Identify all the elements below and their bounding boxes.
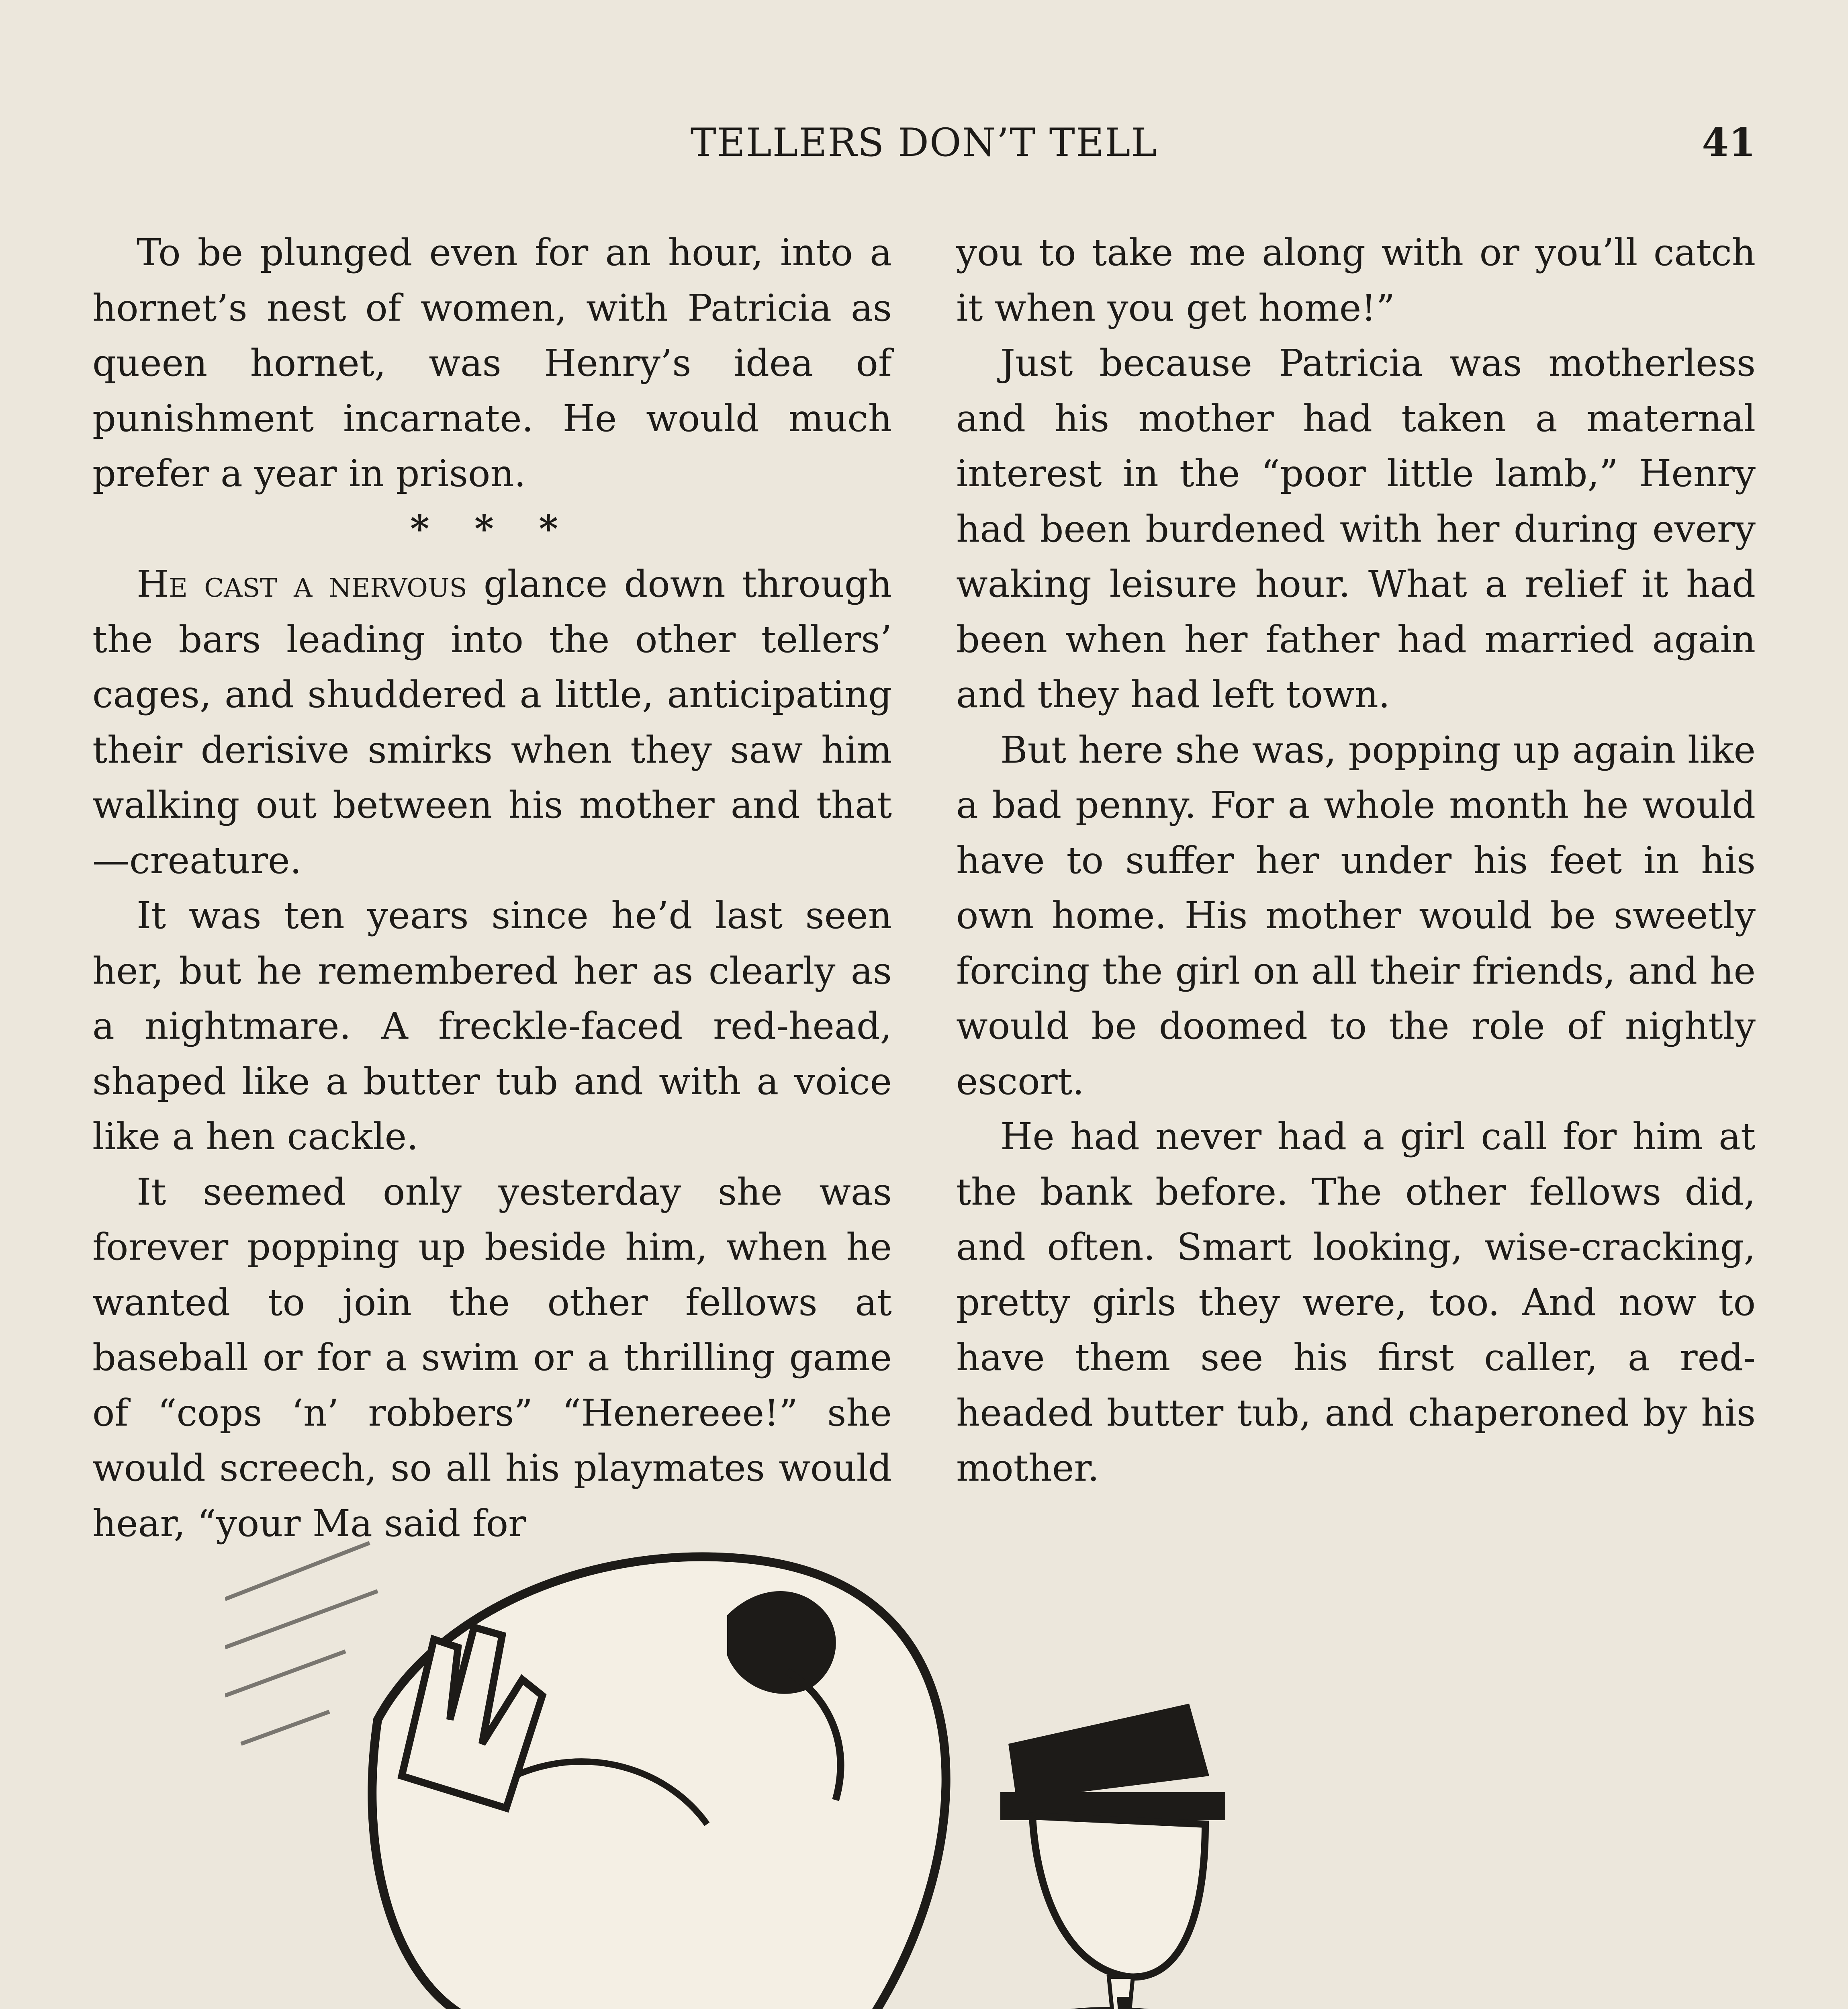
- background-hatching: [225, 1543, 378, 1744]
- paragraph: To be plunged even for an hour, into a hornet’s nest of women, with Patricia as queen hornet, was Henry’s idea of punishment incarnate. He would much prefer a year in prison.: [92, 231, 892, 495]
- paragraph: [92, 556, 892, 888]
- paragraph: Just because Patricia was motherless and his mother had taken a maternal interest in the “poor little lamb,” Henry had been burdened with her during every waking leisure hour. What a relief it had been when her father had married again and they had left town.: [956, 342, 1756, 716]
- running-title: TELLERS DON’T TELL: [690, 120, 1158, 165]
- fight-illustration: [225, 1495, 1639, 2009]
- paragraph: But here she was, popping up again like a bad penny. For a whole month he would have to suffer her under his feet in his own home. His mother would be sweetly forcing the girl on all their friends, and he would be doomed to the role of nightly escort.: [956, 728, 1756, 1103]
- story-text: [92, 225, 1756, 1545]
- paragraph: It seemed only yesterday she was forever popping up beside him, when he wanted to join the other fellows at baseball or for a swim or a thrilling game of “cops ‘n’ robbers” “Henereee!” she would screech, so all his playmates would hear, “your Ma said for: [92, 1170, 892, 1545]
- page-header: [92, 117, 1756, 169]
- paragraph: He had never had a girl call for him at the bank before. The other fellows did, and often. Smart looking, wise-cracking, pretty girls they were, too. And now to have them see his first caller, a red-headed butter tub, and chaperoned by his mother.: [956, 1115, 1756, 1489]
- small-caps-lead: He cast a nervous: [137, 563, 467, 606]
- paragraph: you to take me along with or you’ll catch it when you get home!”: [956, 231, 1756, 329]
- right-column: [956, 225, 1756, 1489]
- paragraph-text: glance down through the bars leading into the other tellers’ cages, and shuddered a little, anticipating their derisive smirks when they saw him walking out between his mother and that—creature.: [92, 563, 892, 882]
- paragraph: It was ten years since he’d last seen her, but he remembered her as clearly as a nightmare. A freckle-faced red-head, shaped like a butter tub and with a voice like a hen cackle.: [92, 894, 892, 1158]
- section-break: * * *: [410, 507, 574, 550]
- page-number: 41: [1702, 120, 1756, 165]
- left-column: [92, 225, 892, 1545]
